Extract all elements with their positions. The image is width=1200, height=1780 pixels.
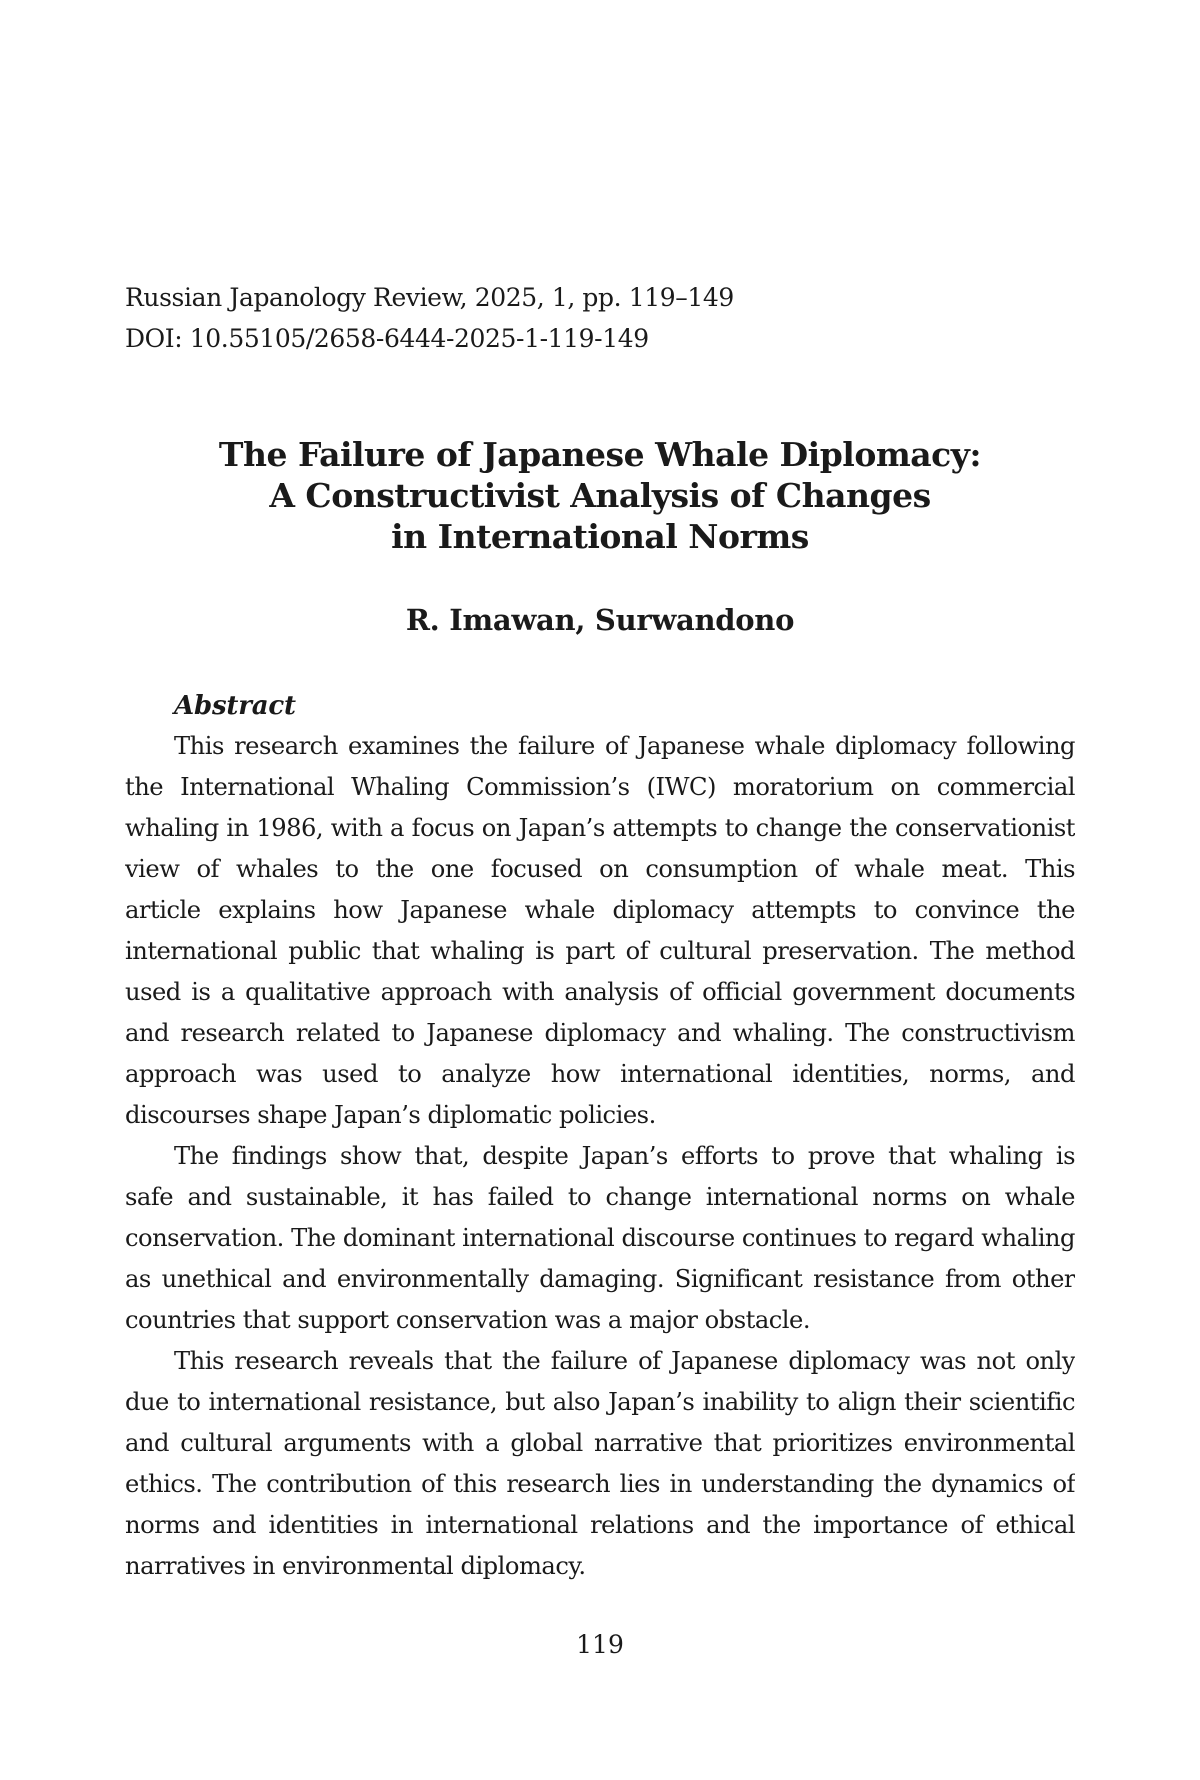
text-line: whaling in 1986, with a focus on Japan’s attempts to change the conservationist (125, 808, 1075, 849)
text-line: approach was used to analyze how international identities, norms, and (125, 1054, 1075, 1095)
text-line: the International Whaling Commission’s (IWC) moratorium on commercial (125, 767, 1075, 808)
text-line: article explains how Japanese whale diplomacy attempts to convince the (125, 890, 1075, 931)
text-line: view of whales to the one focused on consumption of whale meat. This (125, 849, 1075, 890)
text-line: This research reveals that the failure of Japanese diplomacy was not only (125, 1341, 1075, 1382)
title-line-1: The Failure of Japanese Whale Diplomacy: (125, 434, 1075, 475)
text-line: This research examines the failure of Japanese whale diplomacy following (125, 726, 1075, 767)
text-line: as unethical and environmentally damaging. Significant resistance from other (125, 1259, 1075, 1300)
page-number: 119 (0, 1625, 1200, 1665)
abstract-heading: Abstract (174, 686, 296, 726)
title-line-2: A Constructivist Analysis of Changes (125, 475, 1075, 516)
text-line: ethics. The contribution of this research lies in understanding the dynamics of (125, 1464, 1075, 1505)
abstract-paragraph-3 (125, 1341, 1075, 1587)
article-authors: R. Imawan, Surwandono (125, 600, 1075, 640)
text-line: norms and identities in international relations and the importance of ethical (125, 1505, 1075, 1546)
text-line: and cultural arguments with a global narrative that prioritizes environmental (125, 1423, 1075, 1464)
abstract-body (125, 726, 1075, 1587)
text-line: safe and sustainable, it has failed to change international norms on whale (125, 1177, 1075, 1218)
text-line: discourses shape Japan’s diplomatic policies. (125, 1095, 1075, 1136)
abstract-paragraph-2 (125, 1136, 1075, 1341)
citation-header (125, 277, 1075, 359)
text-line: used is a qualitative approach with analysis of official government documents (125, 972, 1075, 1013)
text-line: due to international resistance, but also Japan’s inability to align their scientific (125, 1382, 1075, 1423)
document-page (0, 0, 1200, 1780)
text-line: and research related to Japanese diplomacy and whaling. The constructivism (125, 1013, 1075, 1054)
article-title (125, 434, 1075, 557)
journal-citation: Russian Japanology Review, 2025, 1, pp. 119–149 (125, 277, 1075, 318)
text-line: countries that support conservation was a major obstacle. (125, 1300, 1075, 1341)
text-line: narratives in environmental diplomacy. (125, 1546, 1075, 1587)
text-line: conservation. The dominant international discourse continues to regard whaling (125, 1218, 1075, 1259)
text-line: The findings show that, despite Japan’s efforts to prove that whaling is (125, 1136, 1075, 1177)
text-line: international public that whaling is part of cultural preservation. The method (125, 931, 1075, 972)
abstract-paragraph-1 (125, 726, 1075, 1136)
title-line-3: in International Norms (125, 516, 1075, 557)
doi-line: DOI: 10.55105/2658-6444-2025-1-119-149 (125, 318, 1075, 359)
